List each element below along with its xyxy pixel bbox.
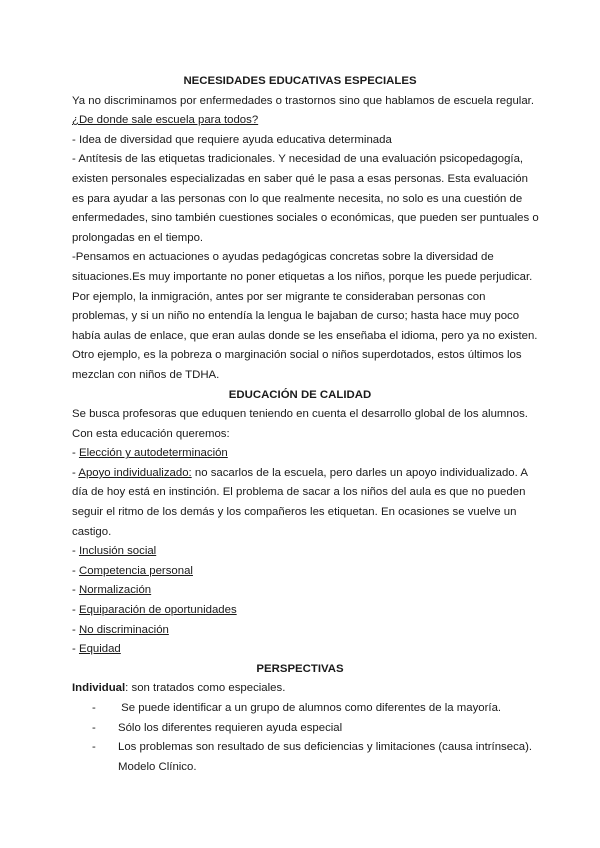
bullet-text: Se puede identificar a un grupo de alumnos como diferentes de la mayoría. [118,702,502,714]
list-item [72,640,528,660]
bullet-text: Los problemas son resultado de sus deficiencias y limitaciones (causa intrínseca). [118,741,533,754]
dash: - [72,643,79,656]
text-line: Se busca profesoras que eduquen teniendo en cuenta el desarrollo global de los alumnos. [72,408,528,421]
text-line: Con esta educación queremos: [72,427,230,440]
text-line: situaciones.Es muy importante no poner etiquetas a los niños, porque les puede perjudicar. [72,270,533,283]
text-line: castigo. [72,525,112,538]
list-item [72,562,528,582]
title-perspectivas: PERSPECTIVAS [256,662,344,675]
list-item-label: No discriminación [78,623,169,636]
bullet-dash: - [92,702,96,714]
text-line: había aulas de enlace, que eran aulas donde se les enseñaba el idioma, pero ya no existen. [72,329,538,342]
dash: - [72,604,79,617]
dash: - [72,623,79,636]
bullet-continuation: Modelo Clínico. [118,760,197,773]
bullet-dash: - [92,741,96,754]
intro-line: Ya no discriminamos por enfermedades o trastornos sino que hablamos de escuela regular. [72,94,534,107]
dash: - [72,466,79,479]
list-item [72,601,528,621]
text-line: - Idea de diversidad que requiere ayuda educativa determinada [72,133,392,146]
list-item-label: Apoyo individualizado: [78,466,192,479]
dash: - [72,447,79,460]
list-item-label: Equidad [78,643,121,656]
bullet-item [72,719,528,739]
list-item-label: Normalización [78,584,152,597]
text-line: enfermedades, sino también cuestiones sociales o económicas, que pueden ser puntuales o [72,212,539,225]
title-necesidades: NECESIDADES EDUCATIVAS ESPECIALES [183,75,417,87]
title-educacion-calidad: EDUCACIÓN DE CALIDAD [228,388,372,401]
text-line: Por ejemplo, la inmigración, antes por ser migrante te consideraban personas con [72,290,486,303]
bullet-item [72,738,533,758]
text-line: seguir el ritmo de los demás y los compañeros les etiquetan. En ocasiones se vuelve un [72,506,517,519]
list-item-eleccion [72,444,528,464]
text-line: mezclan con niños de TDHA. [72,368,220,381]
dash: - [72,564,79,577]
dash: - [72,584,79,597]
list-item-label: Competencia personal [78,564,193,577]
bullet-dash: - [92,721,96,734]
text-line: problemas, y si un niño no entendía la lengua le bajaban de curso; hasta hace muy poco [72,310,520,323]
text-line: -Pensamos en actuaciones o ayudas pedagógicas concretas sobre la diversidad de [72,251,494,264]
text-line: día de hoy está en instinción. El problema de sacar a los niños del aula es que no pueden [72,486,526,499]
list-item [72,621,528,641]
text-line: - Antítesis de las etiquetas tradicionales. Y necesidad de una evaluación psicopedagogía, [72,153,524,166]
list-item-label: Inclusión social [78,545,157,558]
bullet-item [72,699,528,719]
list-item [72,581,528,601]
text-line: existen personales especializadas en saber qué le pasa a esas personas. Esta evaluación [72,172,528,185]
list-item-text: no sacarlos de la escuela, pero darles un apoyo individualizado. A [191,466,528,479]
list-item-label: Elección y autodeterminación [78,447,228,460]
individual-label: Individual [72,682,126,695]
individual-line [72,679,528,699]
individual-text: : son tratados como especiales. [125,682,286,695]
list-item-apoyo [72,464,528,484]
bullet-text: Sólo los diferentes requieren ayuda especial [118,721,343,734]
text-line: prolongadas en el tiempo. [72,231,204,244]
question-line: ¿De donde sale escuela para todos? [72,114,259,127]
text-line: Otro ejemplo, es la pobreza o marginación social o niños superdotados, estos últimos los [72,349,522,362]
text-line: es para ayudar a las personas con lo que realmente necesita, no solo es una cuestión de [72,192,523,205]
list-item [72,542,528,562]
list-item-label: Equiparación de oportunidades [78,604,237,617]
dash: - [72,545,79,558]
